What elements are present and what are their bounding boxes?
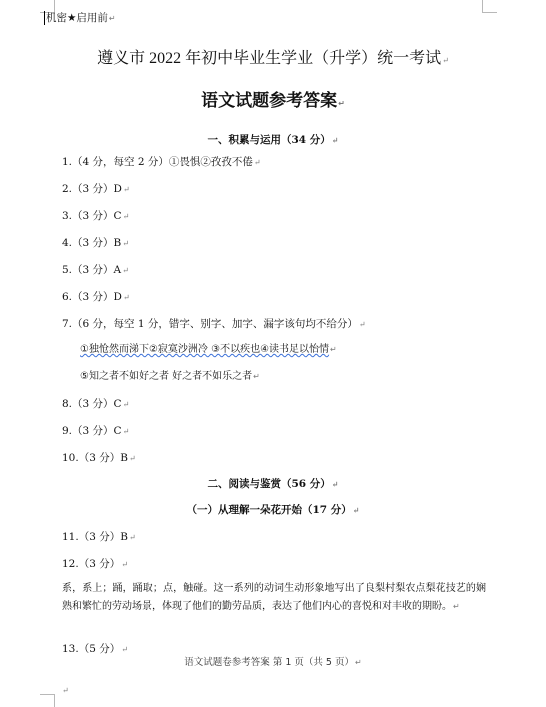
subject-title[interactable] [0,90,546,115]
answer-7-line-1[interactable] [80,343,337,357]
exam-title-text: 遵义市 2022 年初中毕业生学业（升学）统一考试 [97,50,442,67]
subject-title-text: 语文试题参考答案 [201,91,338,111]
paragraph-mark-icon: ↵ [128,533,136,542]
paragraph-mark-icon: ↵ [355,658,362,667]
answer-text: 12.（3 分） [62,558,121,570]
section-heading-part2[interactable] [0,477,546,491]
answer-text: 6.（3 分）D [62,291,122,303]
paragraph-mark-icon: ↵ [352,505,360,515]
paragraph-mark-icon: ↵ [331,479,339,489]
paragraph-mark-icon: ↵ [330,345,337,354]
crop-mark-top-right [482,0,497,13]
paragraph-mark-icon: ↵ [442,56,449,65]
paragraph-mark-icon: ↵ [122,427,130,436]
answer-line-10[interactable] [62,451,136,466]
section-heading-text: 二、阅读与鉴赏（56 分） [207,478,331,490]
paragraph-mark-icon: ↵ [338,99,345,108]
answer-12-paragraph[interactable] [62,580,486,616]
answer-line-3[interactable] [62,209,129,224]
paragraph-mark-icon: ↵ [62,686,69,695]
confidential-label-text: 机密★启用前 [46,12,108,24]
exam-title[interactable] [0,48,546,72]
answer-line-12[interactable] [62,557,128,572]
paragraph-mark-icon: ↵ [331,135,339,145]
answer-text: ①独怆然而涕下②寂寞沙洲冷 ③不以疾也④读书足以怡情 [80,344,330,355]
answer-7-line-2[interactable] [80,370,260,384]
answer-line-2[interactable] [62,182,130,197]
answer-text: 7.（6 分，每空 1 分，错字、别字、加字、漏字该句均不给分） [62,318,358,330]
answer-text: 4.（3 分）B [62,237,122,249]
answer-text: 1.（4 分，每空 2 分）①畏惧②孜孜不倦 [62,156,253,168]
section-heading-text: （一）从理解一朵花开始（17 分） [186,504,352,516]
paragraph-mark-icon: ↵ [128,454,136,463]
answer-paragraph-text: 系，系上；踊，踊取；点，触碰。这一系列的动词生动形象地写出了良梨村梨农点梨花技艺的娴熟和繁忙的劳动场景，体现了他们的勤劳品质，表达了他们内心的喜悦和对丰收的期盼。 [62,583,486,612]
answer-line-11[interactable] [62,530,136,545]
section-heading-part2-sub1[interactable] [0,503,546,517]
paragraph-mark-icon: ↵ [453,602,460,611]
answer-line-13[interactable] [62,642,128,657]
confidential-label[interactable] [46,11,116,26]
text-cursor [44,11,45,25]
footer-text: 语文试题卷参考答案 第 1 页（共 5 页） [184,657,354,668]
answer-line-1[interactable] [62,155,261,170]
paragraph-mark-icon: ↵ [122,185,130,194]
paragraph-mark-icon: ↵ [121,560,128,569]
section-heading-part1[interactable] [0,133,546,147]
paragraph-mark-icon: ↵ [122,293,130,302]
page-footer [0,656,546,670]
answer-line-4[interactable] [62,236,129,251]
paragraph-mark-icon: ↵ [122,400,130,409]
answer-line-8[interactable] [62,397,129,412]
answer-text: 3.（3 分）C [62,210,122,222]
answer-text: 10.（3 分）B [62,452,128,464]
answer-text: 11.（3 分）B [62,531,128,543]
answer-line-9[interactable] [62,424,129,439]
answer-text: 8.（3 分）C [62,398,122,410]
paragraph-mark-icon: ↵ [121,645,128,654]
paragraph-mark-icon: ↵ [358,320,366,329]
answer-text: 5.（3 分）A [62,264,122,276]
answer-text: 13.（5 分） [62,643,121,655]
paragraph-mark-icon: ↵ [253,158,261,167]
answer-text: ⑤知之者不如好之者 好之者不如乐之者 [80,371,253,382]
paragraph-mark-icon: ↵ [122,266,129,275]
crop-mark-bottom-left [40,694,55,707]
answer-line-7[interactable] [62,317,366,332]
paragraph-mark-icon: ↵ [122,212,130,221]
section-heading-text: 一、积累与运用（34 分） [207,134,331,146]
answer-text: 9.（3 分）C [62,425,122,437]
end-paragraph-mark [62,684,69,698]
paragraph-mark-icon: ↵ [108,14,116,23]
answer-line-6[interactable] [62,290,130,305]
answer-line-5[interactable] [62,263,129,278]
paragraph-mark-icon: ↵ [253,372,260,381]
paragraph-mark-icon: ↵ [122,239,129,248]
answer-text: 2.（3 分）D [62,183,122,195]
